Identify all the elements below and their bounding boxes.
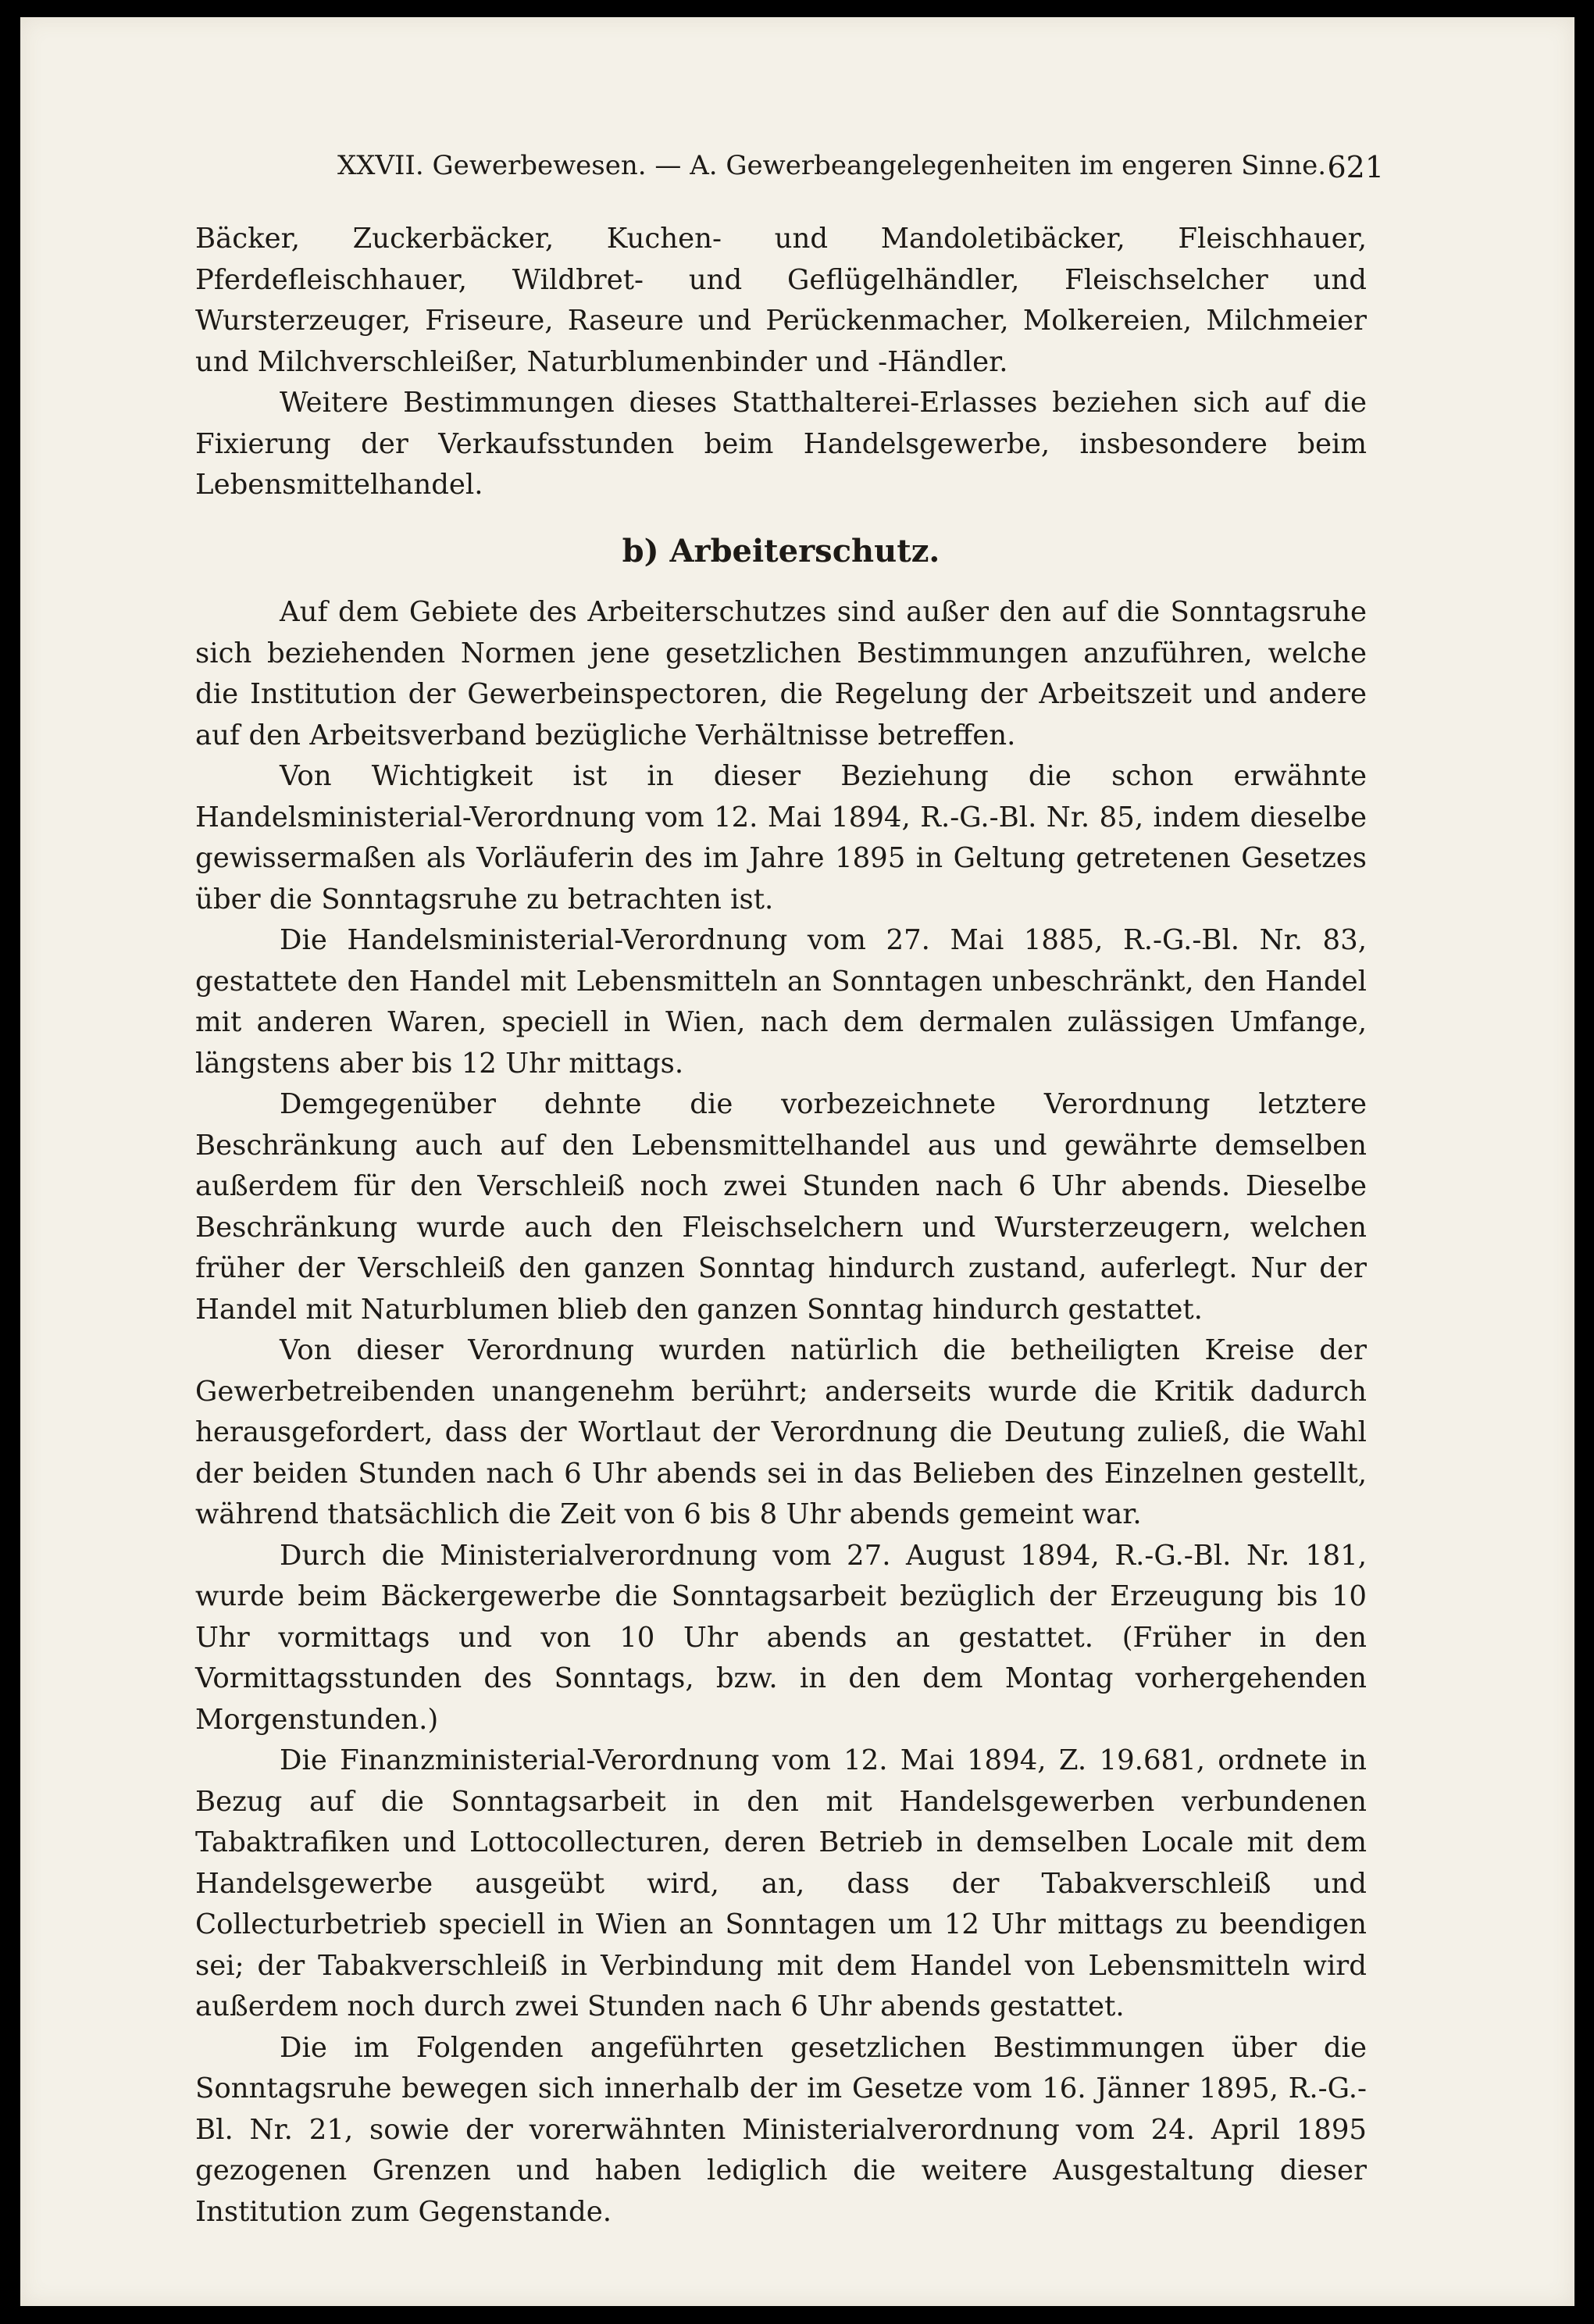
paragraph: Durch die Ministerialverordnung vom 27. August 1894, R.-G.-Bl. Nr. 181, wurde beim Bäckergewerbe die Sonntagsarbeit bezüglich der Erzeugung bis 10 Uhr vormittags und von 10 Uhr abends an gestattet. (Früher in den Vormittagsstunden des Sonntags, bzw. in den dem Montag vorhergehenden Morgenstunden.) [195,1539,1367,1736]
paragraph: Von Wichtigkeit ist in dieser Beziehung die schon erwähnte Handelsministerial-Verordnung vom 12. Mai 1894, R.-G.-Bl. Nr. 85, indem dieselbe gewissermaßen als Vorläuferin des im Jahre 1895 in Geltung getretenen Gesetzes über die Sonntagsruhe zu betrachten ist. [195,760,1367,916]
paragraph: Weitere Bestimmungen dieses Statthalterei-Erlasses beziehen sich auf die Fixierung der Verkaufsstunden beim Handelsgewerbe, insbesondere beim Lebensmittelhandel. [195,387,1367,501]
paragraph: Bäcker, Zuckerbäcker, Kuchen- und Mandoletibäcker, Fleischhauer, Pferdefleischhauer, Wildbret- und Geflügelhändler, Fleischselcher und Wursterzeuger, Friseure, Raseure und Perückenmacher, Molkereien, Milchmeier und Milchverschleißer, Naturblumenbinder und -Händler. [195,223,1367,378]
page-number: 621 [1327,150,1384,184]
paragraph: Auf dem Gebiete des Arbeiterschutzes sind außer den auf die Sonntagsruhe sich beziehenden Normen jene gesetzlichen Bestimmungen anzuführen, welche die Institution der Gewerbeinspectoren, die Regelung der Arbeitszeit und andere auf den Arbeitsverband bezügliche Verhältnisse betreffen. [195,596,1367,751]
page-header [337,150,1384,197]
page-body [195,219,1367,2233]
paragraph: Demgegenüber dehnte die vorbezeichnete Verordnung letztere Beschränkung auch auf den Lebensmittelhandel aus und gewährte demselben außerdem für den Verschleiß noch zwei Stunden nach 6 Uhr abends. Dieselbe Beschränkung wurde auch den Fleischselchern und Wursterzeugern, welchen früher der Verschleiß den ganzen Sonntag hindurch zustand, auferlegt. Nur der Handel mit Naturblumen blieb den ganzen Sonntag hindurch gestattet. [195,1088,1367,1326]
paragraph: Von dieser Verordnung wurden natürlich die betheiligten Kreise der Gewerbetreibenden unangenehm berührt; anderseits wurde die Kritik dadurch herausgefordert, dass der Wortlaut der Verordnung die Deutung zuließ, die Wahl der beiden Stunden nach 6 Uhr abends sei in das Belieben des Einzelnen gestellt, während thatsächlich die Zeit von 6 bis 8 Uhr abends gemeint war. [195,1334,1367,1530]
section-heading: b) Arbeiterschutz. [622,532,940,569]
running-title: XXVII. Gewerbewesen. — A. Gewerbeangelegenheiten im engeren Sinne. [337,150,1327,181]
paragraph: Die Handelsministerial-Verordnung vom 27. Mai 1885, R.-G.-Bl. Nr. 83, gestattete den Handel mit Lebensmitteln an Sonntagen unbeschränkt, den Handel mit anderen Waren, speciell in Wien, nach dem dermalen zulässigen Umfange, längstens aber bis 12 Uhr mittags. [195,924,1367,1080]
paragraph: Die Finanzministerial-Verordnung vom 12. Mai 1894, Z. 19.681, ordnete in Bezug auf die Sonntagsarbeit in den mit Handelsgewerben verbundenen Tabaktrafiken und Lottocollecturen, deren Betrieb in demselben Locale mit dem Handelsgewerbe ausgeübt wird, an, dass der Tabakverschleiß und Collecturbetrieb speciell in Wien an Sonntagen um 12 Uhr mittags zu beendigen sei; der Tabakverschleiß in Verbindung mit dem Handel von Lebensmitteln wird außerdem noch durch zwei Stunden nach 6 Uhr abends gestattet. [195,1744,1367,2022]
paragraph: Die im Folgenden angeführten gesetzlichen Bestimmungen über die Sonntagsruhe bewegen sich innerhalb der im Gesetze vom 16. Jänner 1895, R.-G.-Bl. Nr. 21, sowie der vorerwähnten Ministerialverordnung vom 24. April 1895 gezogenen Grenzen und haben lediglich die weitere Ausgestaltung dieser Institution zum Gegenstande. [195,2031,1367,2228]
